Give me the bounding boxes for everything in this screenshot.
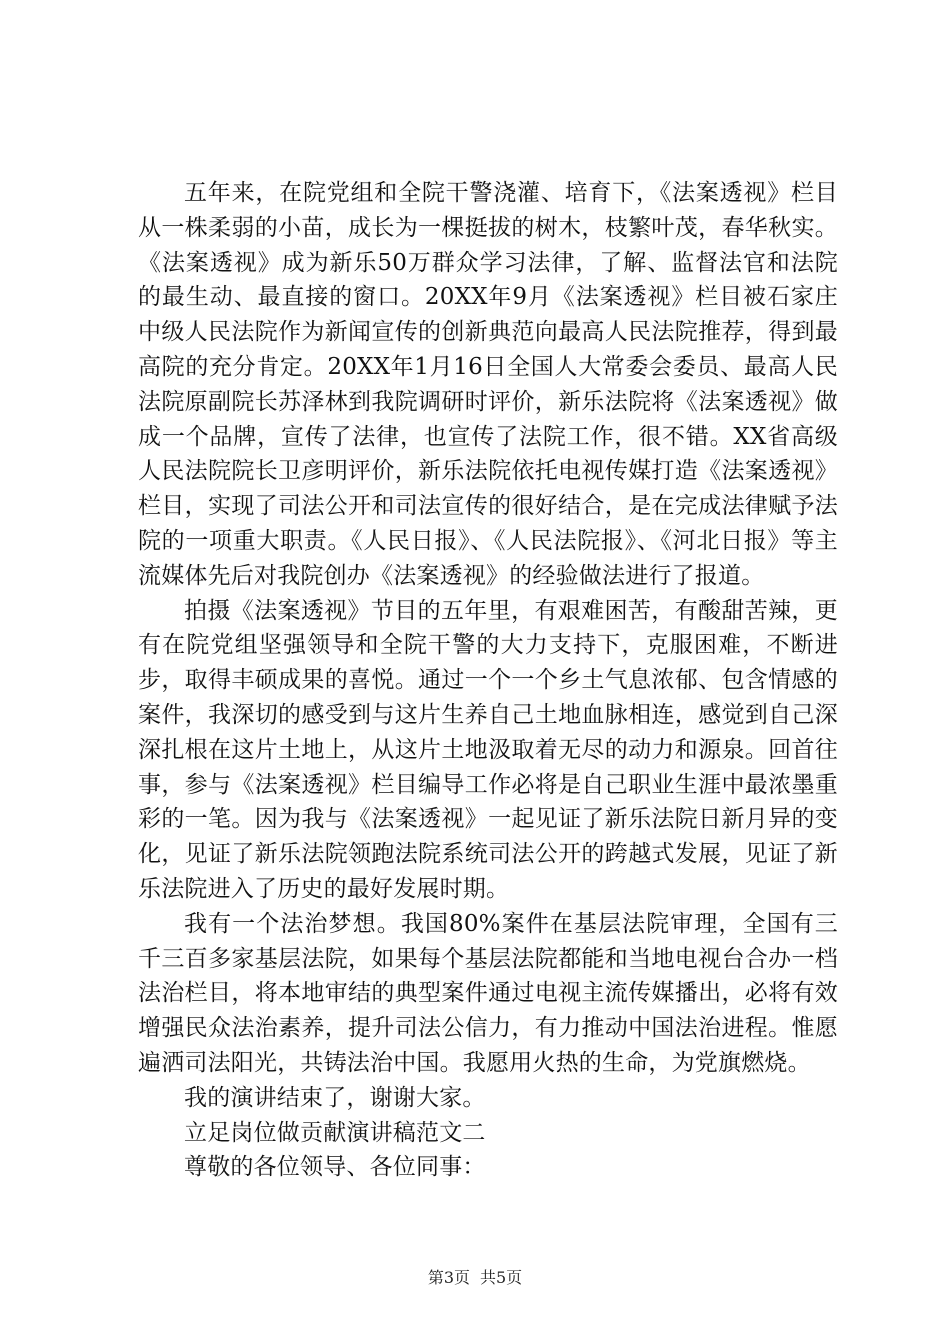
paragraph-rule-of-law-dream: 我有一个法治梦想。我国80%案件在基层法院审理，全国有三千三百多家基层法院，如果每个基层法院都能和当地电视台合办一档法治栏目，将本地审结的典型案件通过电视主流传媒播出，必将有效增强民众法治素养，提升司法公信力，有力推动中国法治进程。惟愿遍洒司法阳光，共铸法治中国。我愿用火热的生命，为党旗燃烧。	[138, 910, 838, 1076]
paragraph-five-years: 拍摄《法案透视》节目的五年里，有艰难困苦，有酸甜苦辣，更有在院党组坚强领导和全院干警的大力支持下，克服困难，不断进步，取得丰硕成果的喜悦。通过一个一个乡土气息浓郁、包含情感的案件，我深切的感受到与这片生养自己土地血脉相连，感觉到自己深深扎根在这片土地上，从这片土地汲取着无尽的动力和源泉。回首往事，参与《法案透视》栏目编导工作必将是自己职业生涯中最浓墨重彩的一笔。因为我与《法案透视》一起见证了新乐法院日新月异的变化，见证了新乐法院领跑法院系统司法公开的跨越式发展，见证了新乐法院进入了历史的最好发展时期。	[138, 597, 838, 902]
paragraph-achievements: 五年来，在院党组和全院干警浇灌、培育下，《法案透视》栏目从一株柔弱的小苗，成长为一棵挺拔的树木，枝繁叶茂，春华秋实。《法案透视》成为新乐50万群众学习法律，了解、监督法官和法院的最生动、最直接的窗口。20XX年9月《法案透视》栏目被石家庄中级人民法院作为新闻宣传的创新典范向最高人民法院推荐，得到最高院的充分肯定。20XX年1月16日全国人大常委会委员、最高人民法院原副院长苏泽林到我院调研时评价，新乐法院将《法案透视》做成一个品牌，宣传了法律，也宣传了法院工作，很不错。XX省高级人民法院院长卫彦明评价，新乐法院依托电视传媒打造《法案透视》栏目，实现了司法公开和司法宣传的很好结合，是在完成法律赋予法院的一项重大职责。《人民日报》、《人民法院报》、《河北日报》等主流媒体先后对我院创办《法案透视》的经验做法进行了报道。	[138, 180, 838, 589]
page-total: 共5页	[480, 1268, 523, 1287]
paragraph-closing: 我的演讲结束了，谢谢大家。	[184, 1084, 486, 1111]
document-body	[138, 176, 838, 1185]
page-footer	[0, 1268, 950, 1288]
paragraph-second-speech-title: 立足岗位做贡献演讲稿范文二	[184, 1119, 486, 1146]
page-number: 第3页	[427, 1268, 470, 1287]
paragraph-salutation: 尊敬的各位领导、各位同事：	[184, 1154, 486, 1181]
